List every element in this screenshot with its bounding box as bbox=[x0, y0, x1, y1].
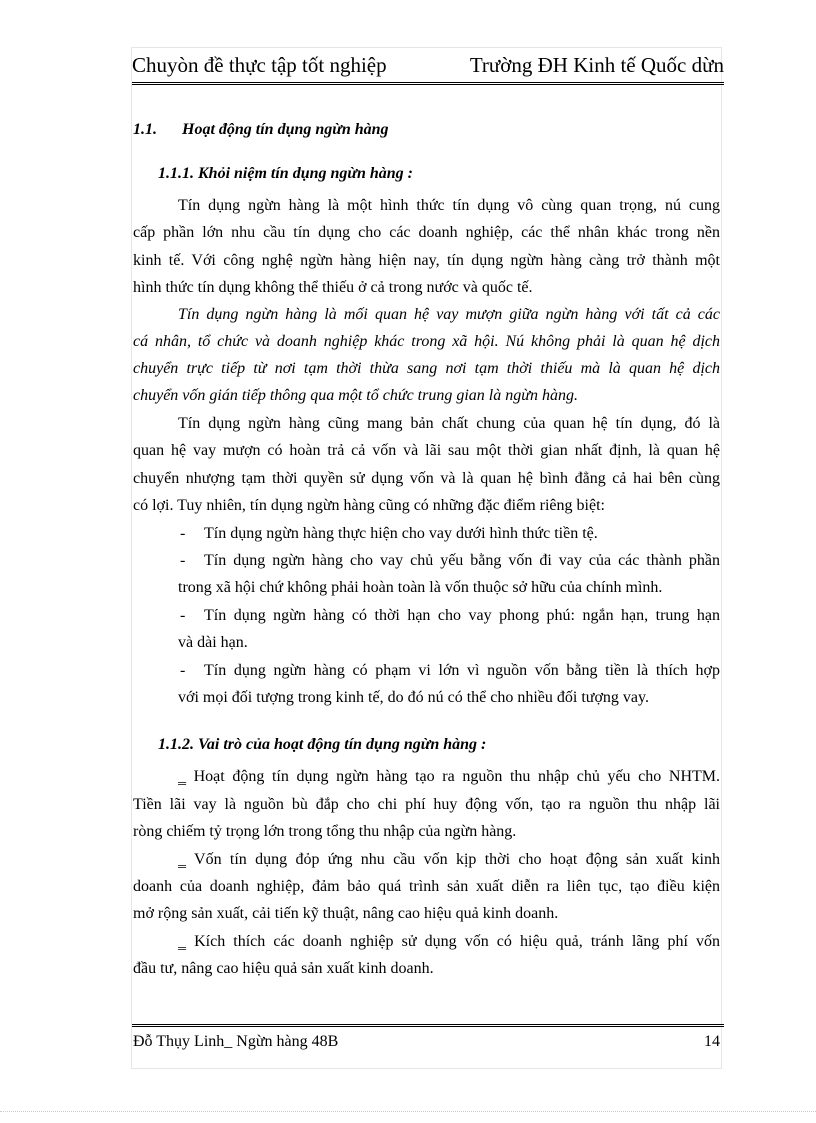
bullet-text: với mọi đối tượng trong kinh tế, do đó nú có thể cho nhiều đối tượng vay. bbox=[178, 689, 649, 706]
paragraph-line: ‗ Kích thích các doanh nghiệp sử dụng vốn có hiệu quả, tránh lãng phí vốn bbox=[178, 933, 720, 950]
paragraph-line: ‗ Vốn tín dụng đỏp ứng nhu cầu vốn kịp thời cho hoạt động sản xuất kinh bbox=[178, 851, 720, 868]
bullet-text: Tín dụng ngừn hàng có phạm vi lớn vì nguồn vốn bằng tiền là thích hợp bbox=[204, 662, 720, 679]
paragraph-line-italic: chuyển trực tiếp từ nơi tạm thời thừa sang nơi tạm thời thiếu mà là quan hệ dịch bbox=[133, 360, 720, 377]
paragraph-line-italic: Tín dụng ngừn hàng là mối quan hệ vay mượn giữa ngừn hàng với tất cả các bbox=[178, 306, 720, 323]
paragraph-line: doanh của doanh nghiệp, đảm bảo quá trình sản xuất diễn ra liên tục, tạo điều kiện bbox=[133, 878, 720, 895]
section-title: Hoạt động tín dụng ngừn hàng bbox=[182, 121, 389, 138]
paragraph-line: cấp phần lớn nhu cầu tín dụng cho các doanh nghiệp, các thể nhân khác trong nền bbox=[133, 224, 720, 241]
paragraph-line: Tiền lãi vay là nguồn bù đắp cho chi phí huy động vốn, tạo ra nguồn thu nhập lãi bbox=[133, 796, 720, 813]
bullet-text: và dài hạn. bbox=[178, 634, 248, 651]
bullet-text: Tín dụng ngừn hàng cho vay chủ yếu bằng vốn đi vay của các thành phần bbox=[204, 552, 720, 569]
paragraph-line: Tín dụng ngừn hàng là một hình thức tín dụng vô cùng quan trọng, nú cung bbox=[178, 197, 720, 214]
paragraph-line: ròng chiếm tỷ trọng lớn trong tổng thu nhập của ngừn hàng. bbox=[133, 823, 517, 840]
paragraph-line: có lợi. Tuy nhiên, tín dụng ngừn hàng cũng có những đặc điểm riêng biệt: bbox=[133, 497, 605, 514]
paragraph-line: hình thức tín dụng không thể thiếu ở cả trong nước và quốc tế. bbox=[133, 279, 533, 296]
paragraph-line: kinh tế. Với công nghệ ngừn hàng hiện nay, tín dụng ngừn hàng càng trở thành một bbox=[133, 252, 720, 269]
subsection-title: 1.1.1. Khỏi niệm tín dụng ngừn hàng : bbox=[158, 165, 413, 182]
bullet-dash: - bbox=[180, 662, 186, 679]
subsection-title: 1.1.2. Vai trò của hoạt động tín dụng ngừn hàng : bbox=[158, 736, 487, 753]
paragraph-line-italic: cá nhân, tổ chức và doanh nghiệp khác trong xã hội. Nú không phải là quan hệ dịch bbox=[133, 333, 720, 350]
bullet-text: trong xã hội chứ không phải hoàn toàn là vốn thuộc sở hữu của chính mình. bbox=[178, 579, 663, 596]
bullet-dash: - bbox=[180, 607, 186, 624]
paragraph-line: mở rộng sản xuất, cải tiến kỹ thuật, nâng cao hiệu quả kinh doanh. bbox=[133, 905, 559, 922]
paragraph-line: đầu tư, nâng cao hiệu quả sản xuất kinh doanh. bbox=[133, 960, 434, 977]
paragraph-line: quan hệ vay mượn có hoàn trả cả vốn và lãi sau một thời gian nhất định, là quan hệ bbox=[133, 442, 720, 459]
header-left-text: Chuyòn đề thực tập tốt nghiệp bbox=[132, 53, 387, 77]
header-right-text: Trường ĐH Kinh tế Quốc dừn bbox=[469, 53, 724, 77]
footer-author: Đỗ Thụy Linh_ Ngừn hàng 48B bbox=[133, 1033, 339, 1050]
paragraph-line-italic: chuyển vốn gián tiếp thông qua một tổ chức trung gian là ngừn hàng. bbox=[133, 387, 578, 404]
bullet-dash: - bbox=[180, 525, 186, 542]
page-header bbox=[132, 52, 724, 85]
page-bottom-edge bbox=[0, 1111, 816, 1112]
section-number: 1.1. bbox=[133, 121, 157, 138]
paragraph-line: Tín dụng ngừn hàng cũng mang bản chất chung của quan hệ tín dụng, đó là bbox=[178, 415, 720, 432]
footer-rule bbox=[132, 1024, 724, 1027]
paragraph-line: chuyển nhượng tạm thời quyền sử dụng vốn và là quan hệ bình đẳng cả hai bên cùng bbox=[133, 470, 720, 487]
bullet-text: Tín dụng ngừn hàng có thời hạn cho vay phong phú: ngắn hạn, trung hạn bbox=[204, 607, 720, 624]
paragraph-line: ‗ Hoạt động tín dụng ngừn hàng tạo ra nguồn thu nhập chủ yếu cho NHTM. bbox=[178, 768, 720, 785]
page-number: 14 bbox=[704, 1033, 720, 1050]
bullet-dash: - bbox=[180, 552, 186, 569]
bullet-text: Tín dụng ngừn hàng thực hiện cho vay dưới hình thức tiền tệ. bbox=[204, 525, 598, 542]
